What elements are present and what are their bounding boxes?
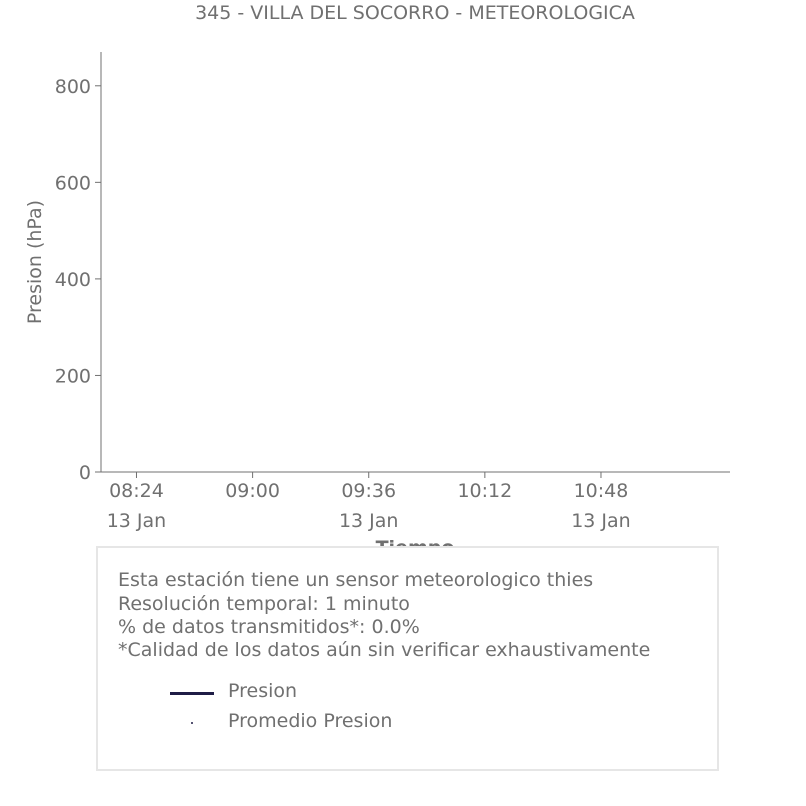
x-ticks xyxy=(107,472,631,532)
x-tick-time-label: 09:00 xyxy=(225,480,280,502)
x-tick-date-label: 13 Jan xyxy=(571,510,631,532)
y-tick-label: 0 xyxy=(78,462,91,484)
legend-line-marker-icon xyxy=(170,692,214,695)
legend-label-presion: Presion xyxy=(228,680,298,702)
legend-label-promedio-presion: Promedio Presion xyxy=(228,710,393,732)
chart-title: 345 - VILLA DEL SOCORRO - METEOROLOGICA xyxy=(195,2,635,24)
y-ticks xyxy=(55,76,101,484)
y-tick-label: 800 xyxy=(54,75,91,98)
y-tick-label: 600 xyxy=(54,172,91,195)
x-tick-time-label: 09:36 xyxy=(341,480,397,502)
x-tick-date-label: 13 Jan xyxy=(106,510,167,532)
info-line-quality-note: *Calidad de los datos aún sin verificar exhaustivamente xyxy=(118,639,651,661)
y-tick-label: 200 xyxy=(54,365,91,388)
x-tick-time-label: 08:24 xyxy=(109,480,164,502)
y-tick-label: 400 xyxy=(54,268,91,291)
info-legend-box xyxy=(96,546,719,771)
x-tick-time-label: 10:12 xyxy=(457,480,513,502)
legend-dot-marker-icon xyxy=(191,722,193,724)
info-line-resolution: Resolución temporal: 1 minuto xyxy=(118,593,410,615)
info-line-transmitted: % de datos transmitidos*: 0.0% xyxy=(118,616,420,638)
y-axis-label: Presion (hPa) xyxy=(24,199,46,325)
x-tick-time-label: 10:48 xyxy=(573,480,629,502)
x-tick-date-label: 13 Jan xyxy=(338,510,399,532)
info-line-sensor: Esta estación tiene un sensor meteorologico thies xyxy=(118,569,594,591)
